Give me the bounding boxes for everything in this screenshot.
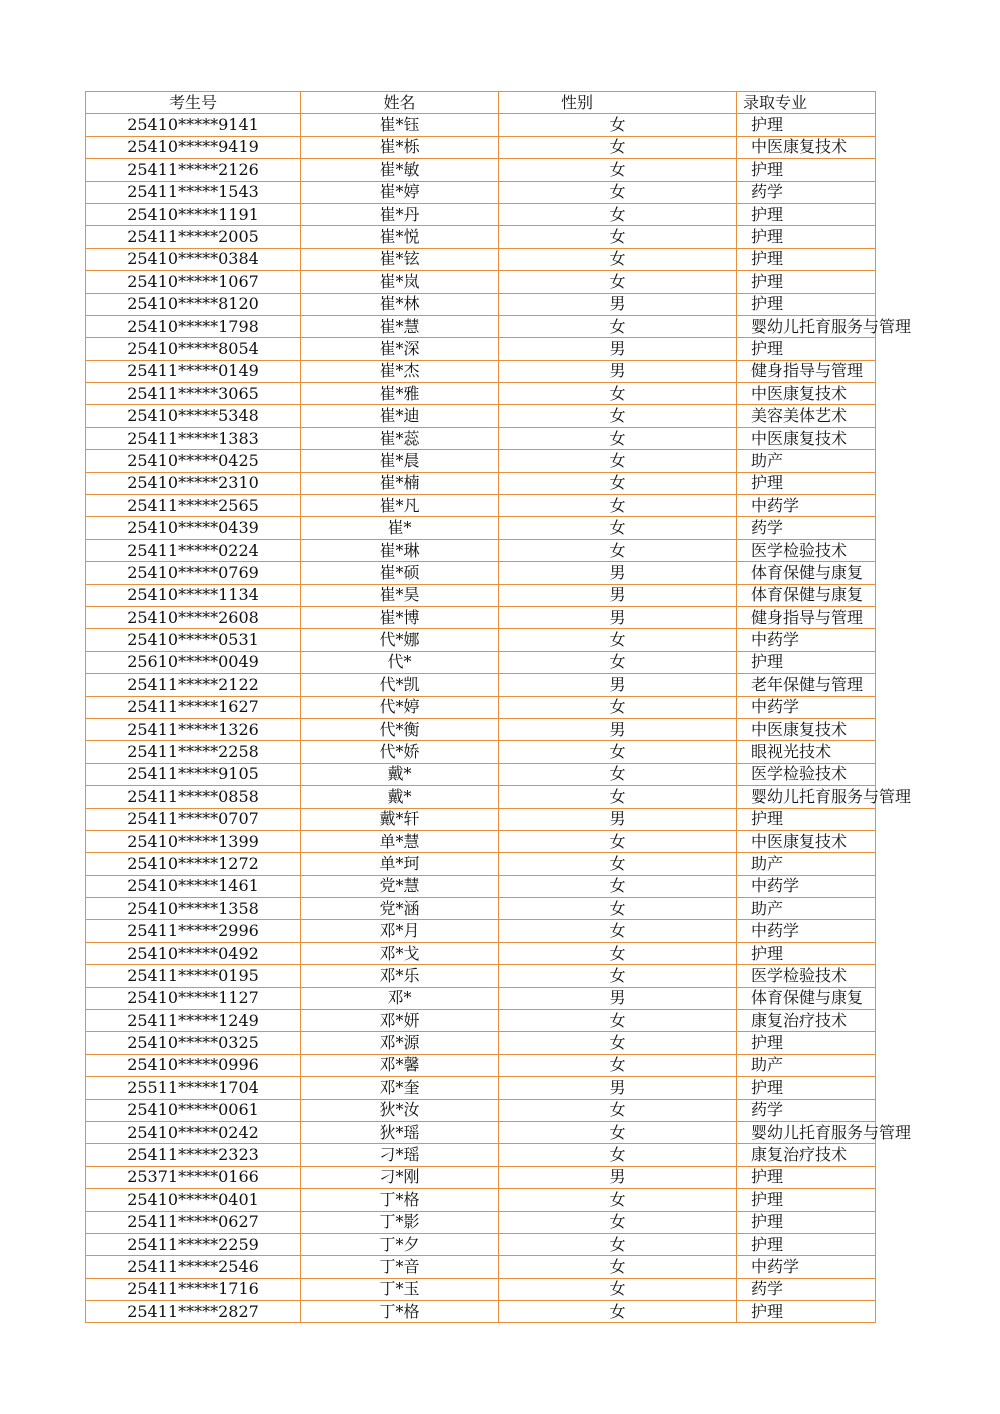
table-row (86, 248, 876, 270)
cell-major: 体育保健与康复 (737, 562, 876, 584)
table-row (86, 226, 876, 248)
table-row (86, 853, 876, 875)
cell-major: 中药学 (737, 495, 876, 517)
cell-major: 中医康复技术 (737, 427, 876, 449)
table-row (86, 1233, 876, 1255)
cell-major: 中药学 (737, 629, 876, 651)
cell-name: 党*涵 (301, 898, 499, 920)
cell-exam-id: 25411*****2126 (86, 159, 301, 181)
cell-major: 中药学 (737, 1256, 876, 1278)
cell-gender: 女 (499, 472, 737, 494)
cell-major: 婴幼儿托育服务与管理 (737, 315, 876, 337)
cell-major: 护理 (737, 159, 876, 181)
cell-exam-id: 25410*****0061 (86, 1099, 301, 1121)
cell-major: 医学检验技术 (737, 965, 876, 987)
cell-exam-id: 25410*****0242 (86, 1121, 301, 1143)
cell-gender: 女 (499, 427, 737, 449)
cell-exam-id: 25411*****1383 (86, 427, 301, 449)
cell-gender: 男 (499, 293, 737, 315)
cell-name: 邓*月 (301, 920, 499, 942)
header-major: 录取专业 (737, 92, 876, 114)
cell-exam-id: 25411*****0627 (86, 1211, 301, 1233)
cell-name: 丁*影 (301, 1211, 499, 1233)
cell-gender: 男 (499, 584, 737, 606)
cell-gender: 男 (499, 808, 737, 830)
cell-name: 崔*琳 (301, 539, 499, 561)
cell-exam-id: 25410*****1358 (86, 898, 301, 920)
cell-exam-id: 25610*****0049 (86, 651, 301, 673)
cell-gender: 女 (499, 271, 737, 293)
cell-name: 崔*婷 (301, 181, 499, 203)
table-row (86, 1256, 876, 1278)
cell-name: 代*娜 (301, 629, 499, 651)
cell-exam-id: 25410*****2310 (86, 472, 301, 494)
cell-name: 崔*悦 (301, 226, 499, 248)
cell-exam-id: 25371*****0166 (86, 1166, 301, 1188)
cell-gender: 男 (499, 338, 737, 360)
cell-gender: 男 (499, 606, 737, 628)
cell-name: 丁*格 (301, 1301, 499, 1323)
cell-gender: 女 (499, 741, 737, 763)
cell-name: 崔*铉 (301, 248, 499, 270)
table-row (86, 674, 876, 696)
cell-major: 护理 (737, 271, 876, 293)
cell-name: 邓* (301, 987, 499, 1009)
cell-gender: 男 (499, 360, 737, 382)
cell-exam-id: 25511*****1704 (86, 1077, 301, 1099)
cell-major: 中药学 (737, 920, 876, 942)
cell-name: 党*慧 (301, 875, 499, 897)
admission-table (85, 91, 912, 1323)
table-body (86, 114, 912, 1323)
cell-exam-id: 25411*****1326 (86, 718, 301, 740)
table-row (86, 1121, 876, 1143)
table-row (86, 517, 876, 539)
cell-exam-id: 25411*****0149 (86, 360, 301, 382)
cell-major: 中药学 (737, 875, 876, 897)
table-row (86, 338, 876, 360)
cell-exam-id: 25410*****0531 (86, 629, 301, 651)
cell-exam-id: 25411*****9105 (86, 763, 301, 785)
table-row (86, 920, 876, 942)
cell-name: 单*珂 (301, 853, 499, 875)
cell-exam-id: 25410*****0425 (86, 450, 301, 472)
cell-gender: 女 (499, 495, 737, 517)
cell-name: 崔*林 (301, 293, 499, 315)
cell-name: 丁*玉 (301, 1278, 499, 1300)
table-header-row (86, 92, 876, 114)
table-row (86, 987, 876, 1009)
table-row (86, 584, 876, 606)
cell-name: 崔*博 (301, 606, 499, 628)
cell-major: 护理 (737, 1077, 876, 1099)
cell-name: 邓*乐 (301, 965, 499, 987)
cell-name: 崔*敏 (301, 159, 499, 181)
cell-major: 护理 (737, 1233, 876, 1255)
cell-name: 代*婷 (301, 696, 499, 718)
cell-exam-id: 25410*****9419 (86, 136, 301, 158)
cell-name: 崔*蕊 (301, 427, 499, 449)
cell-major: 助产 (737, 853, 876, 875)
cell-name: 邓*戈 (301, 942, 499, 964)
cell-exam-id: 25411*****2323 (86, 1144, 301, 1166)
table-row (86, 405, 876, 427)
cell-gender: 女 (499, 1121, 737, 1143)
cell-name: 狄*瑶 (301, 1121, 499, 1143)
cell-exam-id: 25411*****2122 (86, 674, 301, 696)
cell-major: 助产 (737, 450, 876, 472)
cell-name: 狄*汝 (301, 1099, 499, 1121)
cell-major: 护理 (737, 942, 876, 964)
cell-exam-id: 25411*****1543 (86, 181, 301, 203)
cell-exam-id: 25411*****0707 (86, 808, 301, 830)
cell-name: 邓*奎 (301, 1077, 499, 1099)
cell-major: 药学 (737, 181, 876, 203)
cell-gender: 女 (499, 786, 737, 808)
cell-major: 美容美体艺术 (737, 405, 876, 427)
table-row (86, 898, 876, 920)
cell-gender: 女 (499, 920, 737, 942)
table-row (86, 136, 876, 158)
cell-exam-id: 25410*****0384 (86, 248, 301, 270)
cell-gender: 女 (499, 159, 737, 181)
table-row (86, 1032, 876, 1054)
cell-name: 丁*格 (301, 1189, 499, 1211)
table-row (86, 651, 876, 673)
table-row (86, 383, 876, 405)
cell-major: 药学 (737, 1099, 876, 1121)
table-row (86, 1278, 876, 1300)
cell-gender: 女 (499, 136, 737, 158)
cell-name: 崔*迪 (301, 405, 499, 427)
cell-exam-id: 25411*****2259 (86, 1233, 301, 1255)
table-row (86, 360, 876, 382)
cell-gender: 女 (499, 1099, 737, 1121)
table-row (86, 315, 876, 337)
cell-exam-id: 25410*****2608 (86, 606, 301, 628)
cell-major: 护理 (737, 248, 876, 270)
cell-exam-id: 25410*****0401 (86, 1189, 301, 1211)
cell-major: 体育保健与康复 (737, 987, 876, 1009)
table-row (86, 696, 876, 718)
cell-major: 助产 (737, 1054, 876, 1076)
cell-exam-id: 25410*****0769 (86, 562, 301, 584)
cell-major: 护理 (737, 1211, 876, 1233)
cell-gender: 女 (499, 383, 737, 405)
table-row (86, 181, 876, 203)
cell-exam-id: 25411*****0195 (86, 965, 301, 987)
cell-major: 老年保健与管理 (737, 674, 876, 696)
cell-gender: 女 (499, 248, 737, 270)
cell-gender: 女 (499, 226, 737, 248)
cell-exam-id: 25410*****8120 (86, 293, 301, 315)
cell-exam-id: 25411*****0224 (86, 539, 301, 561)
cell-exam-id: 25410*****1272 (86, 853, 301, 875)
cell-exam-id: 25410*****0996 (86, 1054, 301, 1076)
cell-major: 护理 (737, 1032, 876, 1054)
cell-name: 崔*昊 (301, 584, 499, 606)
table-row (86, 830, 876, 852)
cell-exam-id: 25411*****0858 (86, 786, 301, 808)
table-row (86, 965, 876, 987)
cell-gender: 女 (499, 315, 737, 337)
cell-gender: 男 (499, 562, 737, 584)
cell-major: 婴幼儿托育服务与管理 (737, 1121, 876, 1143)
cell-major: 药学 (737, 1278, 876, 1300)
cell-exam-id: 25411*****2005 (86, 226, 301, 248)
cell-name: 崔*凡 (301, 495, 499, 517)
cell-exam-id: 25410*****8054 (86, 338, 301, 360)
cell-exam-id: 25410*****0439 (86, 517, 301, 539)
cell-gender: 女 (499, 1054, 737, 1076)
cell-major: 护理 (737, 203, 876, 225)
cell-name: 丁*音 (301, 1256, 499, 1278)
cell-gender: 女 (499, 203, 737, 225)
cell-exam-id: 25411*****2546 (86, 1256, 301, 1278)
cell-gender: 女 (499, 181, 737, 203)
table-row (86, 1054, 876, 1076)
cell-gender: 女 (499, 1032, 737, 1054)
cell-name: 邓*馨 (301, 1054, 499, 1076)
cell-gender: 女 (499, 450, 737, 472)
cell-exam-id: 25410*****1191 (86, 203, 301, 225)
cell-major: 康复治疗技术 (737, 1010, 876, 1032)
cell-name: 崔*栎 (301, 136, 499, 158)
cell-exam-id: 25410*****1134 (86, 584, 301, 606)
table-row (86, 718, 876, 740)
cell-exam-id: 25410*****9141 (86, 114, 301, 136)
cell-major: 护理 (737, 1166, 876, 1188)
table-row (86, 942, 876, 964)
cell-major: 眼视光技术 (737, 741, 876, 763)
cell-name: 崔*杰 (301, 360, 499, 382)
table-row (86, 808, 876, 830)
cell-major: 护理 (737, 338, 876, 360)
table-row (86, 293, 876, 315)
cell-major: 中医康复技术 (737, 718, 876, 740)
cell-name: 代*娇 (301, 741, 499, 763)
cell-exam-id: 25410*****0492 (86, 942, 301, 964)
cell-name: 崔*慧 (301, 315, 499, 337)
cell-name: 刁*刚 (301, 1166, 499, 1188)
table-row (86, 427, 876, 449)
cell-exam-id: 25410*****1399 (86, 830, 301, 852)
table-row (86, 1211, 876, 1233)
table-row (86, 203, 876, 225)
cell-name: 崔*晨 (301, 450, 499, 472)
cell-name: 丁*夕 (301, 1233, 499, 1255)
cell-major: 护理 (737, 226, 876, 248)
cell-gender: 男 (499, 674, 737, 696)
cell-exam-id: 25411*****3065 (86, 383, 301, 405)
cell-name: 邓*源 (301, 1032, 499, 1054)
cell-major: 康复治疗技术 (737, 1144, 876, 1166)
cell-gender: 女 (499, 875, 737, 897)
cell-major: 护理 (737, 472, 876, 494)
table-row (86, 1077, 876, 1099)
cell-gender: 女 (499, 965, 737, 987)
cell-gender: 男 (499, 1077, 737, 1099)
cell-exam-id: 25411*****2827 (86, 1301, 301, 1323)
cell-exam-id: 25410*****1798 (86, 315, 301, 337)
cell-gender: 女 (499, 696, 737, 718)
cell-gender: 女 (499, 1144, 737, 1166)
cell-gender: 女 (499, 1256, 737, 1278)
cell-name: 代*凯 (301, 674, 499, 696)
table-row (86, 763, 876, 785)
cell-major: 助产 (737, 898, 876, 920)
cell-gender: 女 (499, 763, 737, 785)
cell-name: 崔*楠 (301, 472, 499, 494)
cell-gender: 女 (499, 830, 737, 852)
cell-gender: 女 (499, 539, 737, 561)
cell-major: 健身指导与管理 (737, 360, 876, 382)
cell-gender: 女 (499, 517, 737, 539)
cell-exam-id: 25411*****1249 (86, 1010, 301, 1032)
table-row (86, 539, 876, 561)
cell-major: 护理 (737, 1301, 876, 1323)
table-row (86, 629, 876, 651)
table-row (86, 1301, 876, 1323)
table-row (86, 472, 876, 494)
table-row (86, 875, 876, 897)
cell-major: 药学 (737, 517, 876, 539)
cell-gender: 女 (499, 942, 737, 964)
cell-gender: 女 (499, 405, 737, 427)
cell-major: 健身指导与管理 (737, 606, 876, 628)
cell-gender: 女 (499, 1233, 737, 1255)
cell-gender: 女 (499, 1010, 737, 1032)
cell-name: 崔*深 (301, 338, 499, 360)
cell-name: 崔* (301, 517, 499, 539)
table-row (86, 1010, 876, 1032)
cell-major: 中医康复技术 (737, 383, 876, 405)
table-row (86, 562, 876, 584)
header-gender: 性别 (499, 92, 737, 114)
cell-name: 戴* (301, 763, 499, 785)
cell-major: 护理 (737, 293, 876, 315)
table-row (86, 741, 876, 763)
cell-name: 刁*瑶 (301, 1144, 499, 1166)
table-row (86, 1144, 876, 1166)
cell-name: 崔*雅 (301, 383, 499, 405)
cell-exam-id: 25411*****1627 (86, 696, 301, 718)
table-row (86, 114, 876, 136)
table-row (86, 786, 876, 808)
cell-name: 邓*妍 (301, 1010, 499, 1032)
cell-exam-id: 25410*****0325 (86, 1032, 301, 1054)
cell-gender: 女 (499, 898, 737, 920)
cell-exam-id: 25411*****2565 (86, 495, 301, 517)
table-row (86, 606, 876, 628)
cell-gender: 女 (499, 1278, 737, 1300)
cell-name: 戴*轩 (301, 808, 499, 830)
cell-gender: 女 (499, 629, 737, 651)
cell-major: 医学检验技术 (737, 763, 876, 785)
cell-gender: 男 (499, 1166, 737, 1188)
table-row (86, 450, 876, 472)
cell-gender: 女 (499, 1189, 737, 1211)
cell-gender: 女 (499, 651, 737, 673)
cell-gender: 女 (499, 1211, 737, 1233)
cell-major: 中医康复技术 (737, 136, 876, 158)
cell-major: 医学检验技术 (737, 539, 876, 561)
cell-exam-id: 25411*****2996 (86, 920, 301, 942)
cell-major: 护理 (737, 651, 876, 673)
cell-exam-id: 25411*****2258 (86, 741, 301, 763)
cell-name: 崔*丹 (301, 203, 499, 225)
cell-gender: 女 (499, 1301, 737, 1323)
header-name: 姓名 (301, 92, 499, 114)
cell-gender: 男 (499, 987, 737, 1009)
cell-major: 护理 (737, 114, 876, 136)
cell-gender: 女 (499, 114, 737, 136)
cell-name: 单*慧 (301, 830, 499, 852)
cell-exam-id: 25410*****1461 (86, 875, 301, 897)
cell-major: 中医康复技术 (737, 830, 876, 852)
cell-exam-id: 25410*****5348 (86, 405, 301, 427)
table-row (86, 1189, 876, 1211)
cell-major: 婴幼儿托育服务与管理 (737, 786, 876, 808)
cell-major: 体育保健与康复 (737, 584, 876, 606)
cell-exam-id: 25411*****1716 (86, 1278, 301, 1300)
cell-major: 护理 (737, 808, 876, 830)
cell-gender: 男 (499, 718, 737, 740)
cell-name: 崔*岚 (301, 271, 499, 293)
header-exam-id: 考生号 (86, 92, 301, 114)
cell-name: 代* (301, 651, 499, 673)
cell-gender: 女 (499, 853, 737, 875)
cell-major: 护理 (737, 1189, 876, 1211)
cell-major: 中药学 (737, 696, 876, 718)
table-row (86, 1099, 876, 1121)
cell-name: 代*衡 (301, 718, 499, 740)
cell-exam-id: 25410*****1067 (86, 271, 301, 293)
cell-name: 戴* (301, 786, 499, 808)
cell-exam-id: 25410*****1127 (86, 987, 301, 1009)
table-row (86, 159, 876, 181)
cell-name: 崔*钰 (301, 114, 499, 136)
table-row (86, 271, 876, 293)
cell-name: 崔*硕 (301, 562, 499, 584)
table-row (86, 1166, 876, 1188)
table-row (86, 495, 876, 517)
